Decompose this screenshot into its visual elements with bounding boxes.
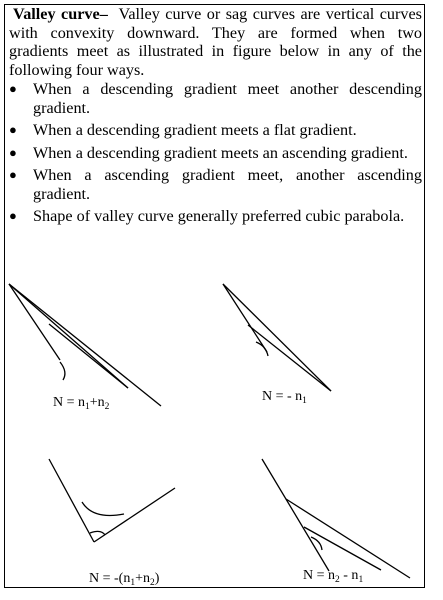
heading-lead: Valley curve– (13, 5, 108, 23)
figure-label: N = - $n_1$ (262, 389, 307, 406)
bullet-icon: ● (9, 208, 17, 223)
text-content (9, 5, 422, 230)
intro-paragraph (9, 5, 422, 79)
bullet-icon: ● (9, 144, 17, 160)
bullet-list (9, 80, 422, 226)
intro-body: Valley curve or sag curves are vertical curves with convexity downward. They are formed when two gradients meet as illustrated in figure below in any of the following four ways. (9, 5, 422, 79)
bullet-icon: ● (9, 122, 17, 137)
bullet-icon: ● (9, 167, 17, 182)
figure-label: $N = n_2 - n_1$ (303, 568, 364, 585)
bullet-icon: ● (9, 81, 17, 96)
list-item: ● When a descending gradient meets a flat gradient. (9, 121, 357, 139)
list-item: ● When a descending gradient meet another descending gradient. (9, 80, 422, 117)
figure-label: $N = -(n_1+n_2)$ (89, 571, 160, 588)
list-item: ● Shape of valley curve generally preferred cubic parabola. (9, 207, 405, 225)
figure-label: $N = n_1+n_2$ (53, 395, 110, 412)
list-item: ● When a ascending gradient meet, another ascending gradient. (9, 166, 422, 203)
list-item: ● When a descending gradient meets an ascending gradient. (9, 143, 408, 162)
